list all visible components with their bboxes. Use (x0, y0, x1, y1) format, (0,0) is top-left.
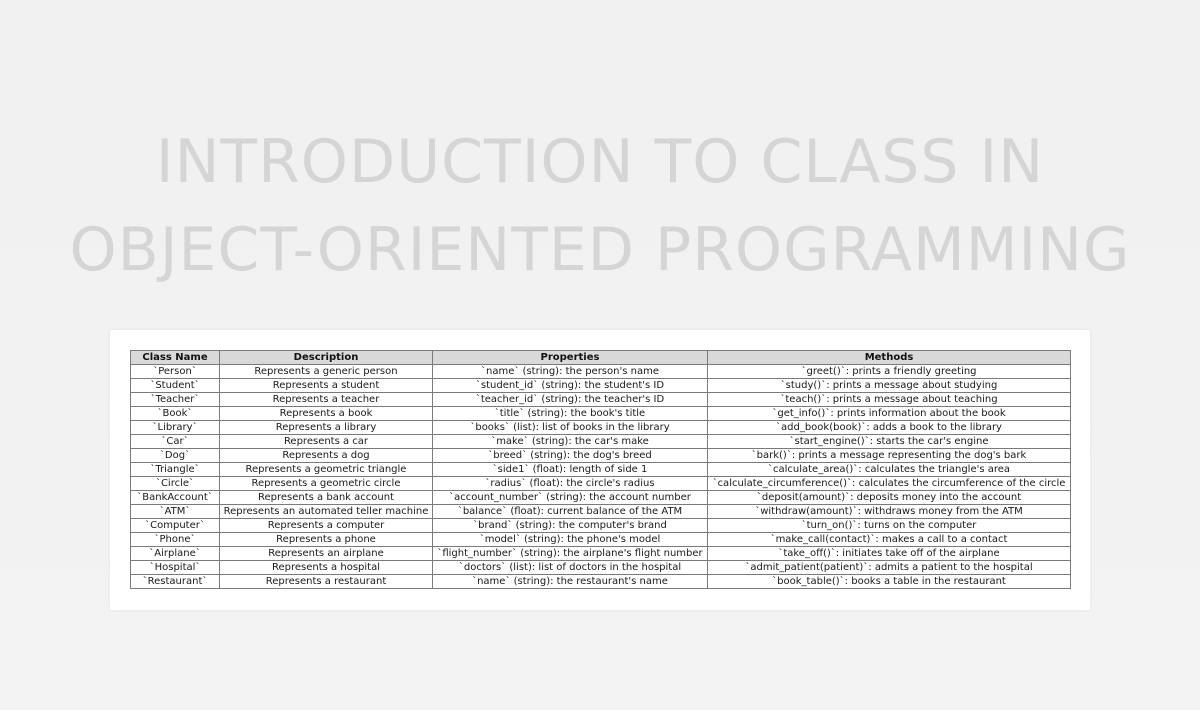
cell-description: Represents a bank account (220, 491, 433, 505)
title-line-2: OBJECT-ORIENTED PROGRAMMING (69, 215, 1131, 285)
table-row (131, 379, 1071, 393)
cell-class-name: `Airplane` (131, 547, 220, 561)
cell-description: Represents a teacher (220, 393, 433, 407)
cell-properties: `doctors` (list): list of doctors in the hospital (433, 561, 708, 575)
cell-description: Represents a generic person (220, 365, 433, 379)
header-methods: Methods (708, 351, 1071, 365)
cell-description: Represents a phone (220, 533, 433, 547)
cell-properties: `side1` (float): length of side 1 (433, 463, 708, 477)
header-description: Description (220, 351, 433, 365)
table-card (110, 330, 1090, 610)
cell-description: Represents a geometric circle (220, 477, 433, 491)
cell-class-name: `Triangle` (131, 463, 220, 477)
table-row (131, 505, 1071, 519)
cell-methods: `withdraw(amount)`: withdraws money from the ATM (708, 505, 1071, 519)
cell-class-name: `Dog` (131, 449, 220, 463)
cell-methods: `bark()`: prints a message representing the dog's bark (708, 449, 1071, 463)
table-row (131, 365, 1071, 379)
cell-description: Represents a hospital (220, 561, 433, 575)
cell-properties: `breed` (string): the dog's breed (433, 449, 708, 463)
cell-description: Represents a restaurant (220, 575, 433, 589)
cell-class-name: `Computer` (131, 519, 220, 533)
cell-methods: `add_book(book)`: adds a book to the library (708, 421, 1071, 435)
cell-methods: `calculate_area()`: calculates the triangle's area (708, 463, 1071, 477)
cell-properties: `flight_number` (string): the airplane's flight number (433, 547, 708, 561)
cell-description: Represents a dog (220, 449, 433, 463)
cell-class-name: `Person` (131, 365, 220, 379)
cell-description: Represents a car (220, 435, 433, 449)
table-row (131, 393, 1071, 407)
cell-methods: `greet()`: prints a friendly greeting (708, 365, 1071, 379)
cell-class-name: `Student` (131, 379, 220, 393)
cell-methods: `start_engine()`: starts the car's engine (708, 435, 1071, 449)
cell-description: Represents an automated teller machine (220, 505, 433, 519)
cell-description: Represents a book (220, 407, 433, 421)
cell-description: Represents a geometric triangle (220, 463, 433, 477)
header-class-name: Class Name (131, 351, 220, 365)
table-header-row (131, 351, 1071, 365)
cell-properties: `title` (string): the book's title (433, 407, 708, 421)
cell-methods: `take_off()`: initiates take off of the airplane (708, 547, 1071, 561)
cell-methods: `teach()`: prints a message about teaching (708, 393, 1071, 407)
cell-properties: `name` (string): the restaurant's name (433, 575, 708, 589)
class-table (130, 350, 1071, 589)
table-row (131, 463, 1071, 477)
table-row (131, 435, 1071, 449)
cell-description: Represents an airplane (220, 547, 433, 561)
cell-properties: `balance` (float): current balance of the ATM (433, 505, 708, 519)
page-title (0, 118, 1200, 294)
cell-methods: `get_info()`: prints information about the book (708, 407, 1071, 421)
table-row (131, 575, 1071, 589)
cell-class-name: `Car` (131, 435, 220, 449)
table-row (131, 533, 1071, 547)
cell-properties: `radius` (float): the circle's radius (433, 477, 708, 491)
cell-properties: `teacher_id` (string): the teacher's ID (433, 393, 708, 407)
cell-description: Represents a library (220, 421, 433, 435)
cell-methods: `turn_on()`: turns on the computer (708, 519, 1071, 533)
cell-class-name: `Circle` (131, 477, 220, 491)
cell-properties: `account_number` (string): the account number (433, 491, 708, 505)
cell-class-name: `Restaurant` (131, 575, 220, 589)
header-properties: Properties (433, 351, 708, 365)
cell-properties: `books` (list): list of books in the library (433, 421, 708, 435)
table-row (131, 449, 1071, 463)
title-line-1: INTRODUCTION TO CLASS IN (155, 127, 1045, 197)
cell-class-name: `Hospital` (131, 561, 220, 575)
table-row (131, 407, 1071, 421)
cell-class-name: `Teacher` (131, 393, 220, 407)
cell-properties: `make` (string): the car's make (433, 435, 708, 449)
table-body (131, 365, 1071, 589)
cell-methods: `calculate_circumference()`: calculates the circumference of the circle (708, 477, 1071, 491)
cell-methods: `book_table()`: books a table in the restaurant (708, 575, 1071, 589)
cell-methods: `admit_patient(patient)`: admits a patient to the hospital (708, 561, 1071, 575)
cell-properties: `student_id` (string): the student's ID (433, 379, 708, 393)
cell-class-name: `Library` (131, 421, 220, 435)
cell-properties: `name` (string): the person's name (433, 365, 708, 379)
cell-class-name: `BankAccount` (131, 491, 220, 505)
cell-description: Represents a student (220, 379, 433, 393)
cell-class-name: `Book` (131, 407, 220, 421)
table-row (131, 421, 1071, 435)
table-row (131, 477, 1071, 491)
cell-methods: `study()`: prints a message about studying (708, 379, 1071, 393)
table-row (131, 519, 1071, 533)
cell-class-name: `Phone` (131, 533, 220, 547)
cell-properties: `model` (string): the phone's model (433, 533, 708, 547)
table-row (131, 561, 1071, 575)
cell-properties: `brand` (string): the computer's brand (433, 519, 708, 533)
cell-class-name: `ATM` (131, 505, 220, 519)
cell-description: Represents a computer (220, 519, 433, 533)
cell-methods: `make_call(contact)`: makes a call to a contact (708, 533, 1071, 547)
table-row (131, 491, 1071, 505)
cell-methods: `deposit(amount)`: deposits money into the account (708, 491, 1071, 505)
table-row (131, 547, 1071, 561)
